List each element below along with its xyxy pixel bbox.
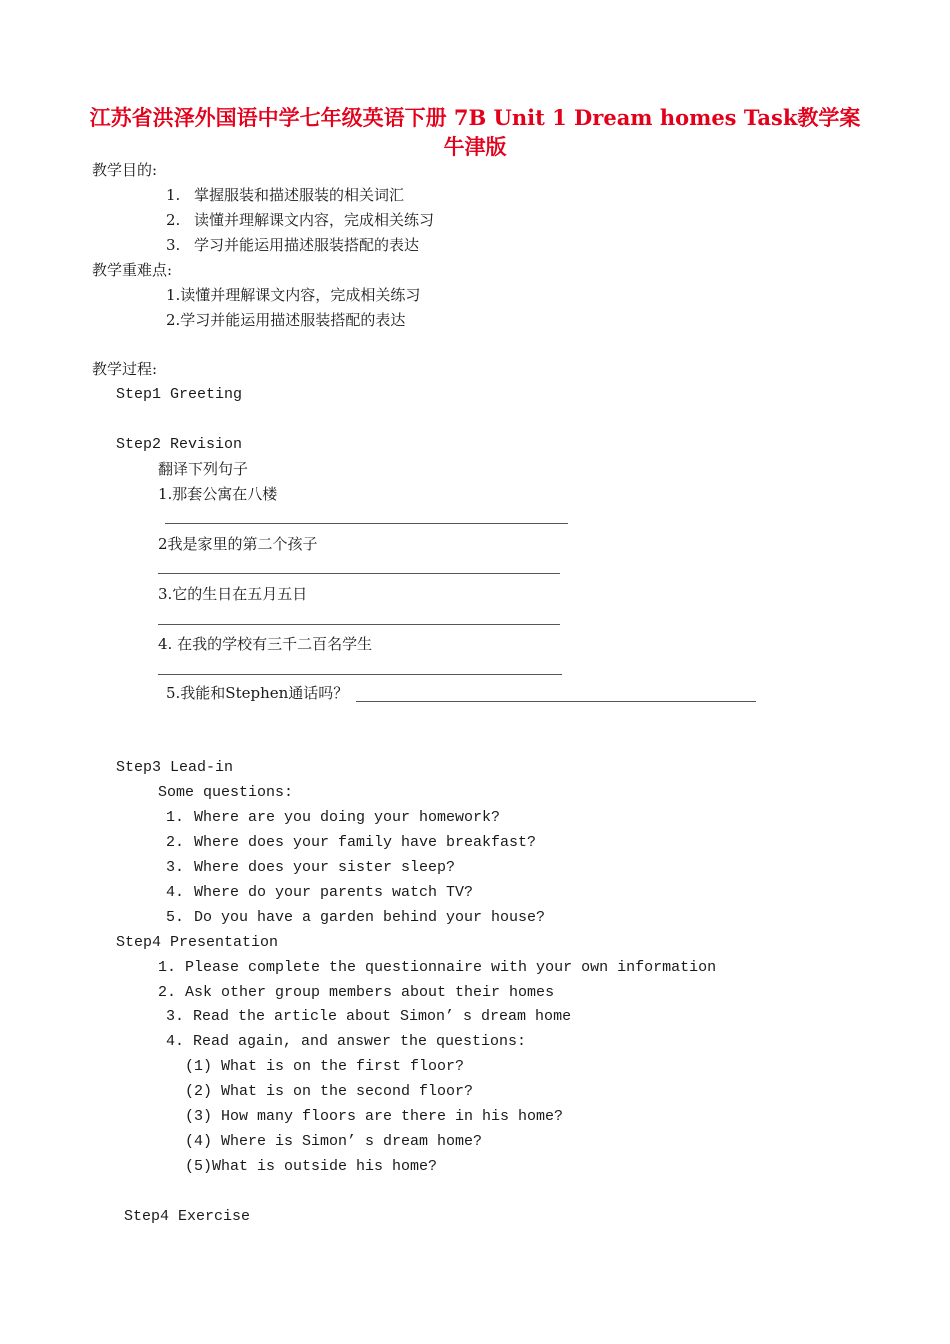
answer-blank[interactable] <box>165 523 568 524</box>
step2-heading: Step2 Revision <box>116 436 243 453</box>
process-heading: 教学过程: <box>92 360 158 378</box>
answer-blank[interactable] <box>356 687 756 702</box>
key-points-heading: 教学重难点: <box>92 261 173 279</box>
objective-item: 1. 掌握服装和描述服装的相关词汇 <box>166 186 405 204</box>
objective-item: 3. 学习并能运用描述服装搭配的表达 <box>166 236 420 254</box>
sub-question: (5)What is outside his home? <box>185 1158 438 1175</box>
step1-heading: Step1 Greeting <box>116 386 243 403</box>
question-item: 1. Where are you doing your homework? <box>166 809 501 826</box>
presentation-item: 3. Read the article about Simon’ s dream home <box>166 1008 572 1025</box>
step2-instruction: 翻译下列句子 <box>158 460 249 478</box>
objective-item: 2. 读懂并理解课文内容，完成相关练习 <box>166 211 435 229</box>
document-subtitle: 牛津版 <box>443 134 507 159</box>
sub-question: (4) Where is Simon’ s dream home? <box>185 1133 483 1150</box>
question-item: 4. Where do your parents watch TV? <box>166 884 474 901</box>
answer-blank[interactable] <box>158 573 560 574</box>
answer-blank[interactable] <box>158 624 560 625</box>
question-item: 5. Do you have a garden behind your house? <box>166 909 546 926</box>
presentation-item: 1. Please complete the questionnaire with your own information <box>158 959 717 976</box>
translation-item: 4. 在我的学校有三千二百名学生 <box>158 635 373 653</box>
answer-blank[interactable] <box>158 674 562 675</box>
translation-item: 3.它的生日在五月五日 <box>158 585 308 603</box>
sub-question: (1) What is on the first floor? <box>185 1058 465 1075</box>
translation-item-with-blank: 5.我能和Stephen通话吗？ <box>166 684 756 702</box>
step4-heading: Step4 Presentation <box>116 934 279 951</box>
sub-question: (3) How many floors are there in his home? <box>185 1108 564 1125</box>
translation-item: 2我是家里的第二个孩子 <box>158 535 318 553</box>
translation-item: 1.那套公寓在八楼 <box>158 485 278 503</box>
presentation-item: 4. Read again, and answer the questions: <box>166 1033 527 1050</box>
document-title: 江苏省洪泽外国语中学七年级英语下册 7B Unit 1 Dream homes Task教学案 <box>89 105 861 130</box>
presentation-item: 2. Ask other group members about their homes <box>158 984 555 1001</box>
objectives-heading: 教学目的: <box>92 161 158 179</box>
step3-intro: Some questions: <box>158 784 294 801</box>
key-point-item: 2.学习并能运用描述服装搭配的表达 <box>166 311 406 329</box>
question-item: 3. Where does your sister sleep? <box>166 859 456 876</box>
step-exercise-heading: Step4 Exercise <box>124 1208 251 1225</box>
step3-heading: Step3 Lead-in <box>116 759 234 776</box>
question-item: 2. Where does your family have breakfast? <box>166 834 537 851</box>
key-point-item: 1.读懂并理解课文内容，完成相关练习 <box>166 286 421 304</box>
sub-question: (2) What is on the second floor? <box>185 1083 474 1100</box>
